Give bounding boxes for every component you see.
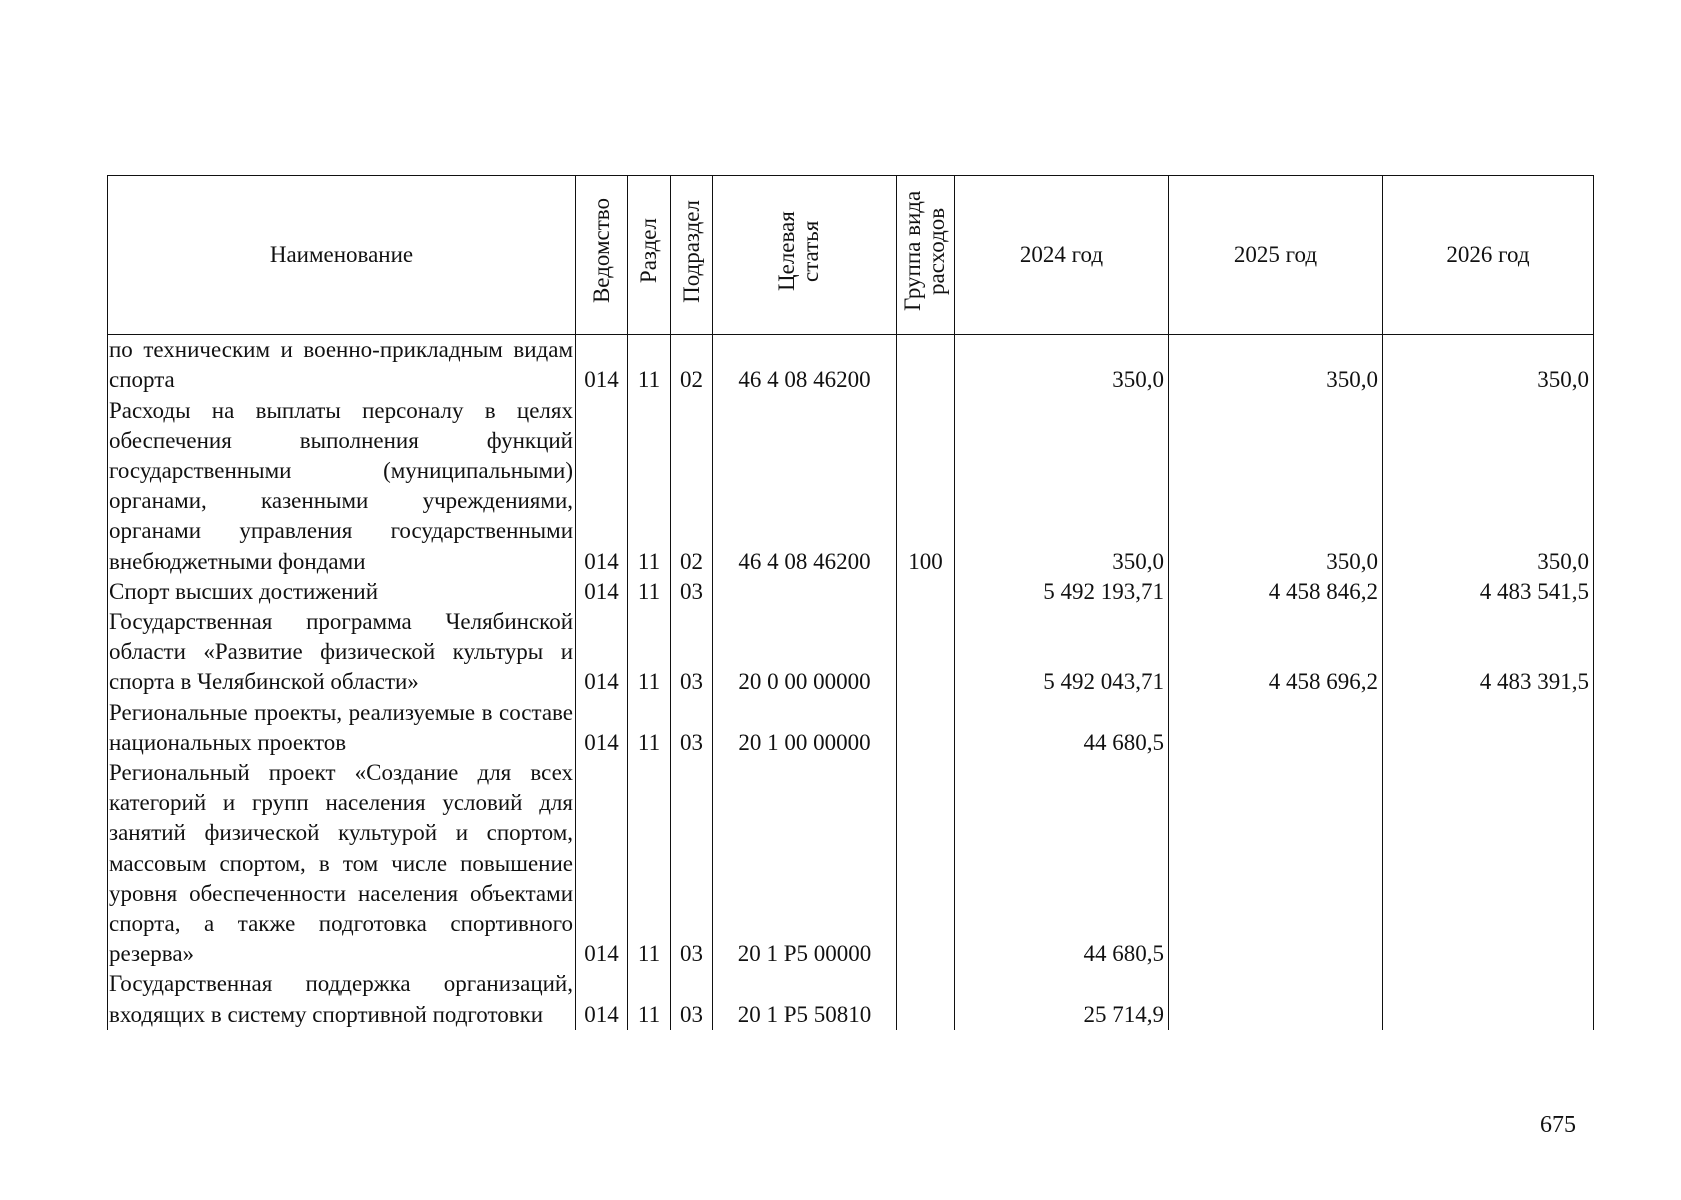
row-expense-group: 100	[897, 396, 955, 577]
row-department: 014	[576, 607, 628, 698]
row-subsection: 03	[671, 607, 713, 698]
budget-table	[107, 175, 1594, 1030]
row-2025: 350,0	[1169, 335, 1383, 396]
row-name: Спорт высших достижений	[108, 577, 576, 607]
row-2024: 25 714,9	[955, 969, 1169, 1029]
row-section: 11	[628, 396, 671, 577]
row-subsection: 02	[671, 396, 713, 577]
row-name: Региональные проекты, реализуемые в составе национальных проектов	[108, 698, 576, 758]
row-2024: 44 680,5	[955, 698, 1169, 758]
row-department: 014	[576, 969, 628, 1029]
header-department: Ведомство	[576, 176, 628, 335]
row-subsection: 03	[671, 969, 713, 1029]
table-header	[108, 176, 1594, 335]
row-department: 014	[576, 577, 628, 607]
row-target-item: 20 1 00 00000	[713, 698, 897, 758]
row-expense-group	[897, 577, 955, 607]
row-2024: 44 680,5	[955, 758, 1169, 969]
row-section: 11	[628, 335, 671, 396]
table-row	[108, 335, 1594, 396]
table-body	[108, 335, 1594, 1030]
row-2026: 350,0	[1383, 335, 1594, 396]
row-subsection: 03	[671, 577, 713, 607]
row-2024: 5 492 043,71	[955, 607, 1169, 698]
row-2026: 4 483 541,5	[1383, 577, 1594, 607]
header-section: Раздел	[628, 176, 671, 335]
header-target-item: Целевая статья	[713, 176, 897, 335]
row-2026: 4 483 391,5	[1383, 607, 1594, 698]
row-target-item	[713, 577, 897, 607]
row-2024: 350,0	[955, 396, 1169, 577]
row-2025: 4 458 846,2	[1169, 577, 1383, 607]
row-department: 014	[576, 758, 628, 969]
row-expense-group	[897, 607, 955, 698]
row-section: 11	[628, 698, 671, 758]
header-year-2024: 2024 год	[955, 176, 1169, 335]
header-year-2026: 2026 год	[1383, 176, 1594, 335]
header-subsection: Подраздел	[671, 176, 713, 335]
header-name: Наименование	[108, 176, 576, 335]
row-2024: 350,0	[955, 335, 1169, 396]
page-number: 675	[1540, 1112, 1576, 1138]
row-expense-group	[897, 335, 955, 396]
row-target-item: 46 4 08 46200	[713, 335, 897, 396]
row-subsection: 03	[671, 758, 713, 969]
row-2025	[1169, 969, 1383, 1029]
table-row	[108, 607, 1594, 698]
row-subsection: 03	[671, 698, 713, 758]
row-2024: 5 492 193,71	[955, 577, 1169, 607]
row-section: 11	[628, 607, 671, 698]
row-section: 11	[628, 758, 671, 969]
row-target-item: 20 0 00 00000	[713, 607, 897, 698]
row-expense-group	[897, 698, 955, 758]
row-name: Региональный проект «Создание для всех категорий и групп населения условий для занятий физической культурой и спортом, массовым спортом, в том числе повышение уровня обеспеченности населения объектами спорта, а также подготовка спортивного резерва»	[108, 758, 576, 969]
row-2026	[1383, 758, 1594, 969]
row-department: 014	[576, 335, 628, 396]
row-2025	[1169, 758, 1383, 969]
table-row	[108, 758, 1594, 969]
row-name: по техническим и военно-прикладным видам спорта	[108, 335, 576, 396]
header-expense-group: Группа вида расходов	[897, 176, 955, 335]
header-year-2025: 2025 год	[1169, 176, 1383, 335]
table-row	[108, 969, 1594, 1029]
row-expense-group	[897, 758, 955, 969]
row-section: 11	[628, 577, 671, 607]
row-expense-group	[897, 969, 955, 1029]
row-2025: 4 458 696,2	[1169, 607, 1383, 698]
row-target-item: 46 4 08 46200	[713, 396, 897, 577]
table-row	[108, 396, 1594, 577]
row-target-item: 20 1 P5 00000	[713, 758, 897, 969]
row-department: 014	[576, 698, 628, 758]
row-2025	[1169, 698, 1383, 758]
row-name: Государственная программа Челябинской области «Развитие физической культуры и спорта в Челябинской области»	[108, 607, 576, 698]
row-department: 014	[576, 396, 628, 577]
row-2026: 350,0	[1383, 396, 1594, 577]
table-row	[108, 577, 1594, 607]
row-section: 11	[628, 969, 671, 1029]
row-2026	[1383, 969, 1594, 1029]
row-name: Расходы на выплаты персоналу в целях обеспечения выполнения функций государственными (муниципальными) органами, казенными учреждениями, органами управления государственными внебюджетными фондами	[108, 396, 576, 577]
table-row	[108, 698, 1594, 758]
row-target-item: 20 1 P5 50810	[713, 969, 897, 1029]
row-name: Государственная поддержка организаций, входящих в систему спортивной подготовки	[108, 969, 576, 1029]
row-2026	[1383, 698, 1594, 758]
row-subsection: 02	[671, 335, 713, 396]
row-2025: 350,0	[1169, 396, 1383, 577]
